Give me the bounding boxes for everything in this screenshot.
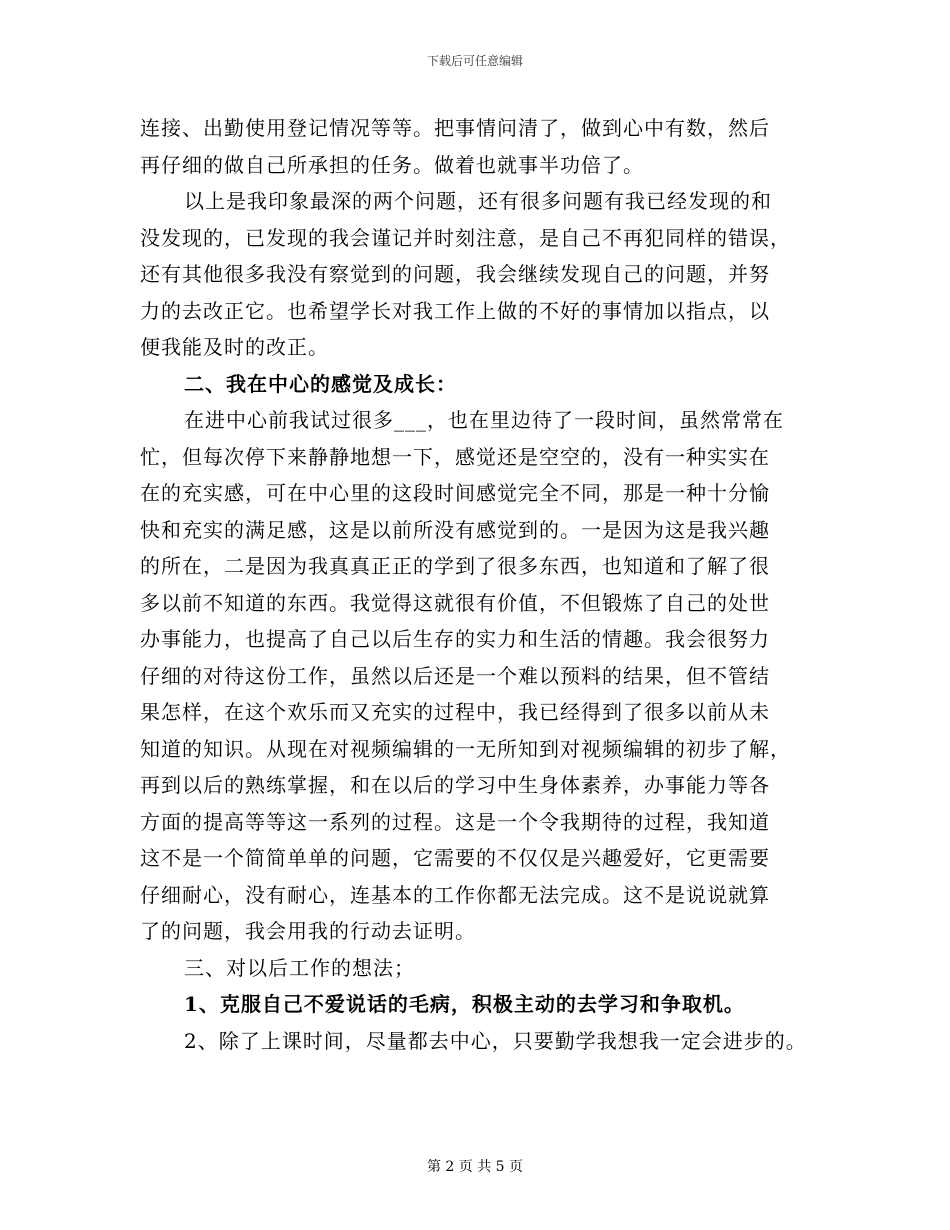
text-line: 果怎样，在这个欢乐而又充实的过程中，我已经得到了很多以前从未 bbox=[140, 700, 770, 724]
page-number: 第 2 页 共 5 页 bbox=[426, 1159, 524, 1175]
text-line: 快和充实的满足感，这是以前所没有感觉到的。一是因为这是我兴趣 bbox=[140, 517, 770, 542]
document-body bbox=[140, 110, 830, 1059]
text-line: 了的问题，我会用我的行动去证明。 bbox=[140, 919, 476, 943]
text-line: 在的充实感，可在中心里的这段时间感觉完全不同，那是一种十分愉 bbox=[140, 481, 770, 505]
text-line: 在进中心前我试过很多___，也在里边待了一段时间，虽然常常在 bbox=[184, 408, 784, 432]
text-line: 还有其他很多我没有察觉到的问题，我会继续发现自己的问题，并努 bbox=[140, 262, 770, 286]
text-line: 办事能力，也提高了自己以后生存的实力和生活的情趣。我会很努力 bbox=[140, 627, 770, 651]
text-line: 知道的知识。从现在对视频编辑的一无所知到对视频编辑的初步了解， bbox=[140, 736, 791, 761]
text-line: 忙，但每次停下来静静地想一下，感觉还是空空的，没有一种实实在 bbox=[140, 444, 770, 469]
text-line: 的所在，二是因为我真真正正的学到了很多东西，也知道和了解了很 bbox=[140, 554, 770, 578]
text-line: 再到以后的熟练掌握，和在以后的学习中生身体素养，办事能力等各 bbox=[140, 773, 770, 797]
text-line: 再仔细的做自己所承担的任务。做着也就事半功倍了。 bbox=[140, 152, 644, 177]
text-line: 仔细耐心，没有耐心，连基本的工作你都无法完成。这不是说说就算 bbox=[140, 882, 770, 907]
text-line: 三、对以后工作的想法； bbox=[184, 955, 415, 980]
text-line: 以上是我印象最深的两个问题，还有很多问题有我已经发现的和 bbox=[184, 189, 772, 213]
text-line: 这不是一个简简单单的问题，它需要的不仅仅是兴趣爱好，它更需要 bbox=[140, 846, 770, 870]
text-line: 仔细的对待这份工作，虽然以后还是一个难以预料的结果，但不管结 bbox=[140, 663, 770, 688]
text-line: 多以前不知道的东西。我觉得这就很有价值，不但锻炼了自己的处世 bbox=[140, 590, 770, 615]
text-line: 2、除了上课时间，尽量都去中心，只要勤学我想我一定会进步的。 bbox=[184, 1028, 807, 1053]
section-heading: 1、克服自己不爱说话的毛病，积极主动的去学习和争取机。 bbox=[184, 992, 745, 1016]
text-line: 方面的提高等等这一系列的过程。这是一个令我期待的过程，我知道 bbox=[140, 809, 770, 834]
text-line: 便我能及时的改正。 bbox=[140, 335, 329, 359]
page-header: 下载后可任意编辑 bbox=[426, 54, 523, 68]
text-line: 连接、出勤使用登记情况等等。把事情问清了，做到心中有数，然后 bbox=[140, 116, 770, 140]
section-heading: 二、我在中心的感觉及成长： bbox=[184, 371, 457, 396]
text-line: 力的去改正它。也希望学长对我工作上做的不好的事情加以指点，以 bbox=[140, 298, 770, 323]
text-line: 没发现的，已发现的我会谨记并时刻注意，是自己不再犯同样的错误， bbox=[140, 225, 791, 250]
